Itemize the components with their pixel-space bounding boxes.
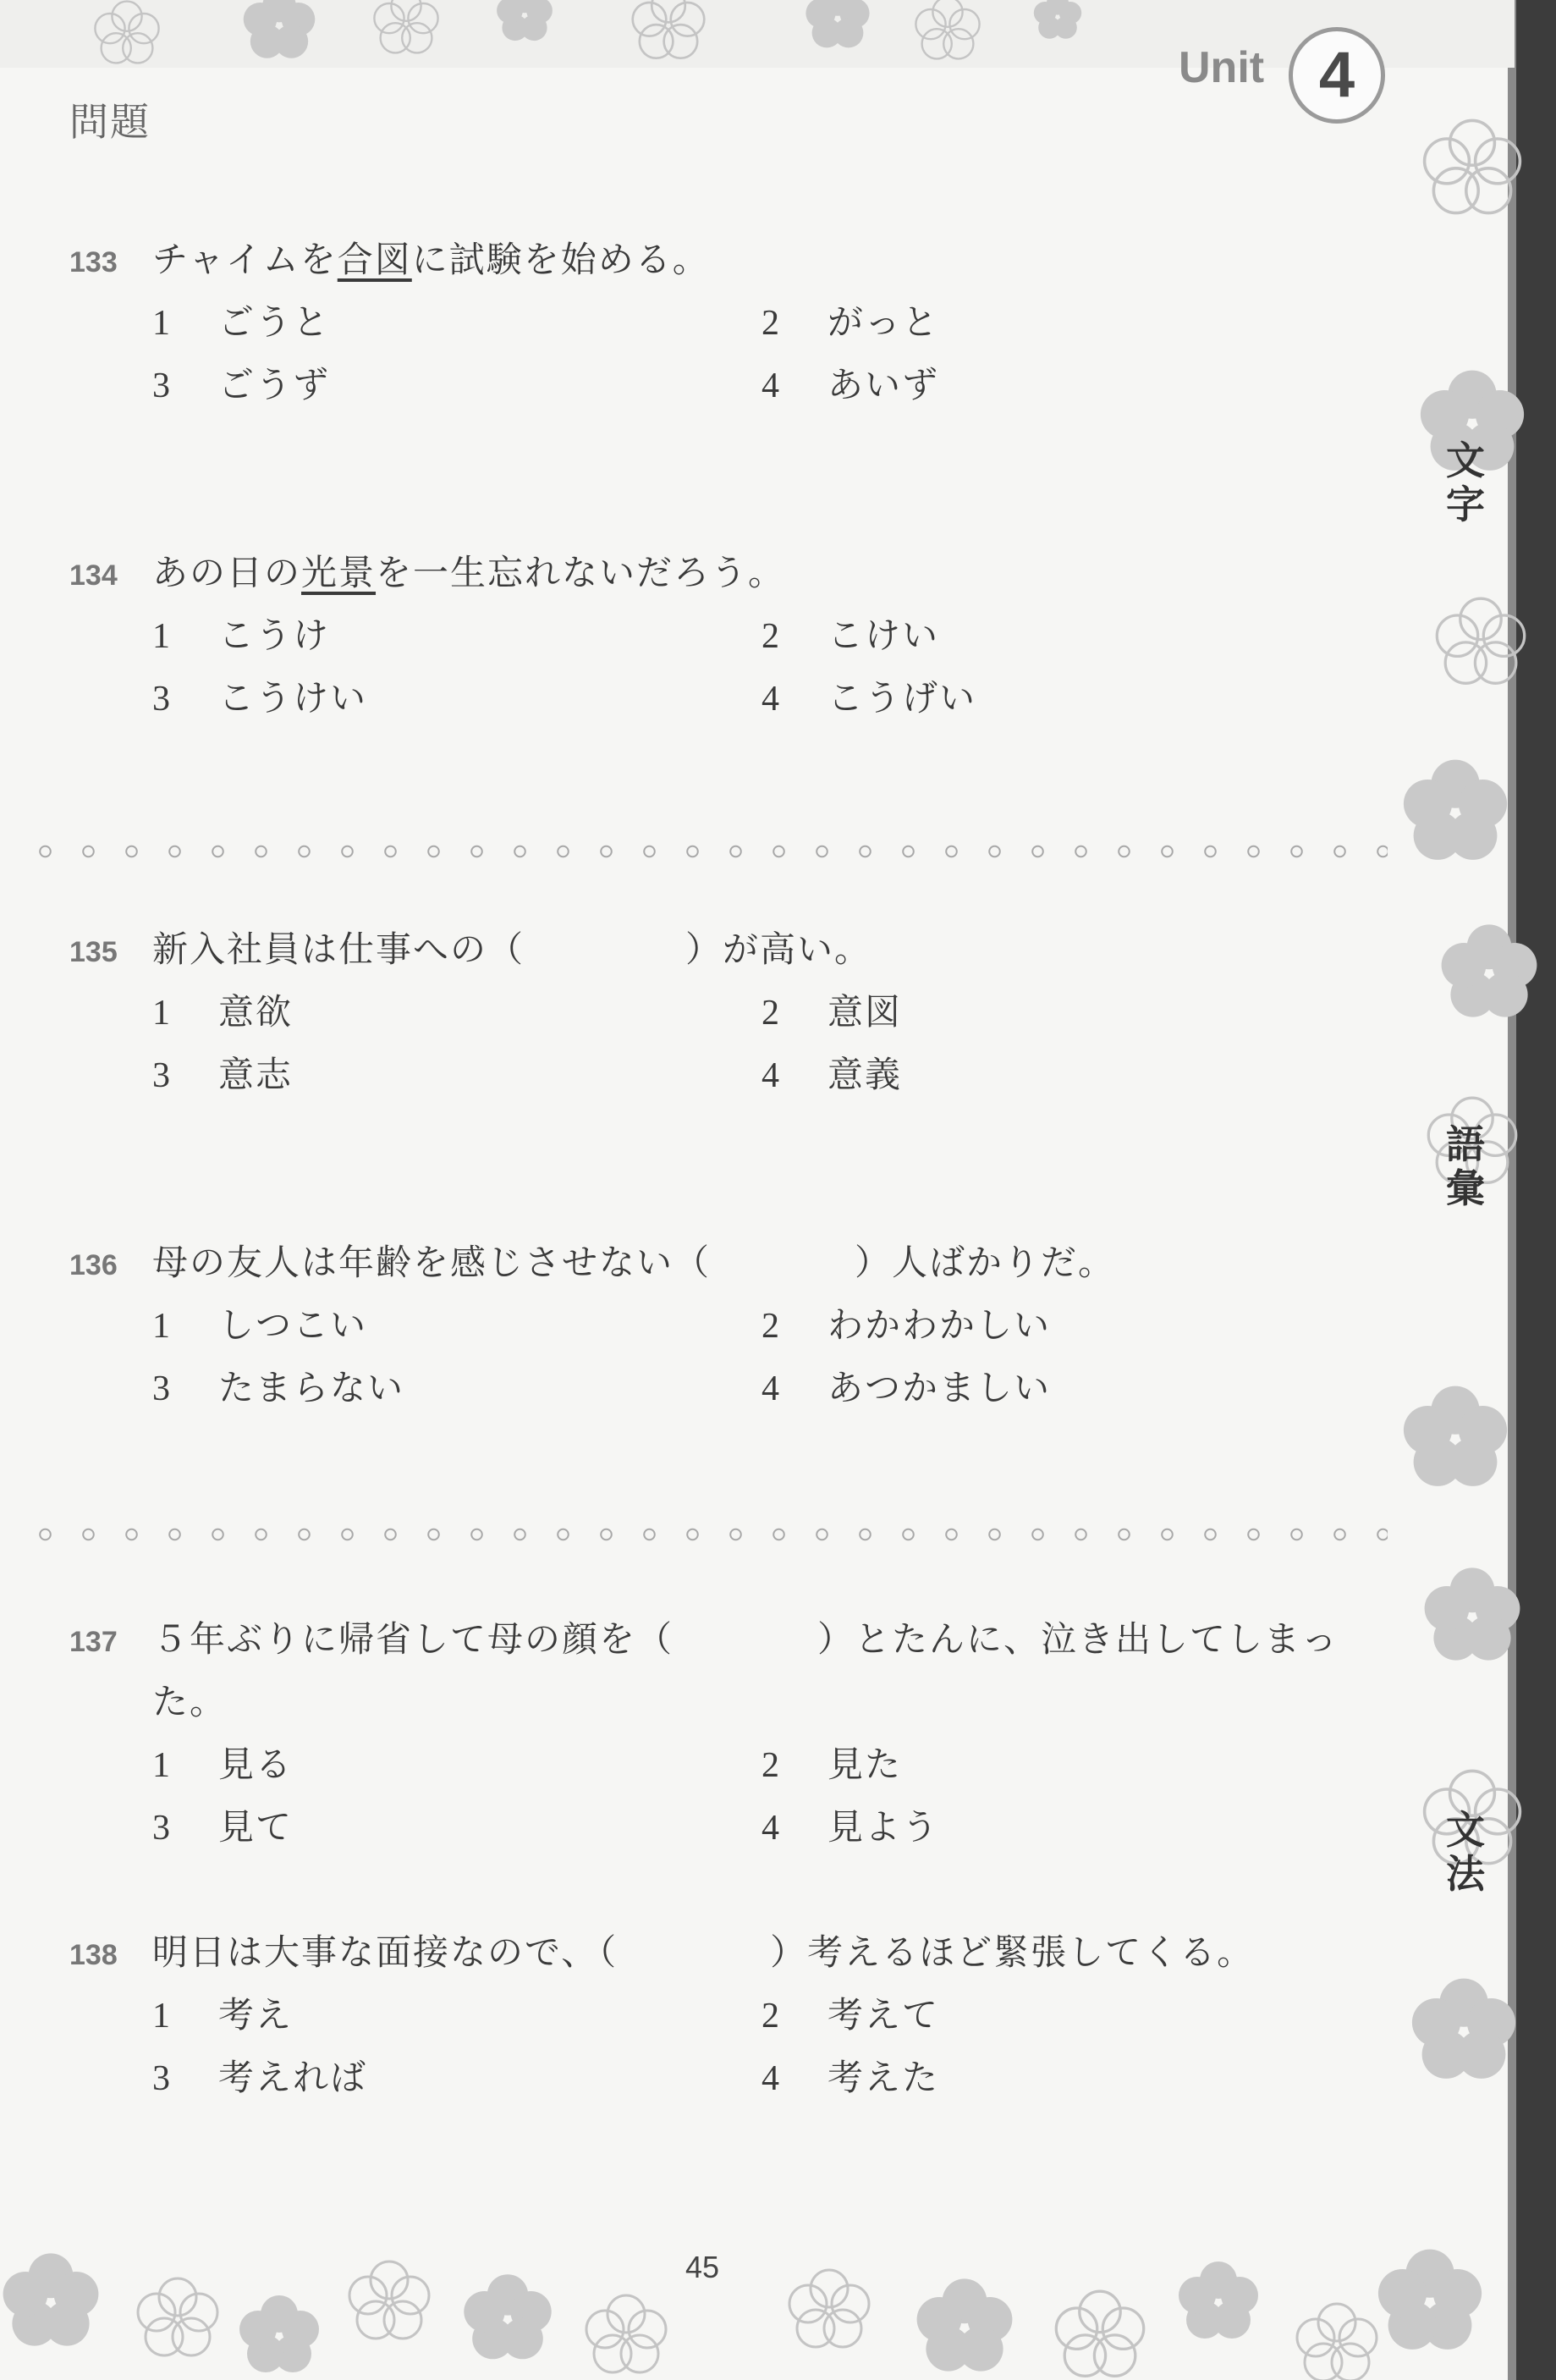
question-text-part: ）とたんに、泣き出してしまっ xyxy=(817,1618,1339,1660)
underlined-target-word: 光景 xyxy=(301,552,377,593)
option-number: 4 xyxy=(762,366,781,405)
option-text: 見て xyxy=(218,1806,294,1848)
option-number: 4 xyxy=(762,680,781,719)
option-text: あつかましい xyxy=(827,1367,1052,1408)
question-text xyxy=(152,928,871,970)
answer-option[interactable] xyxy=(762,1796,939,1859)
unit-label: Unit xyxy=(1179,43,1265,92)
question-text-part: あの日の xyxy=(152,552,302,593)
option-text: 意志 xyxy=(218,1054,294,1095)
question-stem xyxy=(69,229,1355,291)
option-number: 4 xyxy=(762,1369,781,1408)
option-number: 1 xyxy=(152,1746,172,1785)
page-number: 45 xyxy=(685,2250,720,2284)
question-text-part: ）考えるほど緊張してくる。 xyxy=(770,1931,1255,1973)
question-text xyxy=(152,552,785,593)
option-number: 3 xyxy=(152,366,172,405)
option-text: 見る xyxy=(218,1744,294,1785)
option-text: こうげい xyxy=(827,677,977,719)
answer-option[interactable] xyxy=(152,1984,293,2047)
question-number: 135 xyxy=(69,936,118,968)
question-number: 138 xyxy=(69,1939,118,1971)
option-number: 2 xyxy=(762,1746,781,1785)
option-number: 1 xyxy=(152,1997,172,2036)
answer-option[interactable] xyxy=(762,981,902,1044)
answer-option[interactable] xyxy=(762,354,939,417)
option-text: 考え xyxy=(218,1994,294,2036)
question-number: 137 xyxy=(69,1626,118,1658)
option-number: 2 xyxy=(762,1307,781,1346)
answer-option[interactable] xyxy=(152,604,330,668)
answer-option[interactable] xyxy=(762,667,976,730)
option-text: がっと xyxy=(827,301,940,343)
question-text xyxy=(152,1618,1339,1660)
option-text: 意欲 xyxy=(218,991,294,1033)
option-text: しつこい xyxy=(218,1304,368,1346)
answer-option[interactable] xyxy=(762,1984,939,2047)
option-number: 1 xyxy=(152,617,172,656)
question-stem xyxy=(69,1921,1355,1984)
question-134 xyxy=(69,542,1355,730)
question-text xyxy=(152,239,710,280)
option-text: こけい xyxy=(827,614,940,656)
option-number: 4 xyxy=(762,1056,781,1095)
answer-options xyxy=(69,1984,1355,2109)
option-number: 4 xyxy=(762,1809,781,1848)
option-text: ごうず xyxy=(218,364,331,405)
question-stem xyxy=(69,1231,1355,1294)
option-text: 考えた xyxy=(827,2057,940,2098)
question-text-part: ）人ばかりだ。 xyxy=(855,1242,1116,1283)
answer-option[interactable] xyxy=(762,1733,902,1797)
answer-option[interactable] xyxy=(152,354,330,417)
option-text: 意義 xyxy=(827,1054,903,1095)
answer-option[interactable] xyxy=(152,2047,367,2110)
answer-option[interactable] xyxy=(152,291,330,355)
answer-option[interactable] xyxy=(152,981,293,1044)
answer-option[interactable] xyxy=(152,667,367,730)
answer-options xyxy=(69,1733,1355,1859)
side-tab-bunpo: 文法 xyxy=(1446,1807,1485,1897)
option-number: 1 xyxy=(152,304,172,343)
answer-options xyxy=(69,291,1355,416)
question-text-part: 新入社員は仕事への（ xyxy=(152,928,525,970)
answer-option[interactable] xyxy=(762,1357,1051,1420)
answer-option[interactable] xyxy=(762,291,939,355)
option-number: 4 xyxy=(762,2059,781,2098)
underlined-target-word: 合図 xyxy=(337,239,412,280)
option-text: あいず xyxy=(827,364,940,405)
option-text: 見た xyxy=(827,1744,903,1785)
answer-option[interactable] xyxy=(152,1357,404,1420)
question-text-part: チャイムを xyxy=(152,239,338,280)
option-number: 2 xyxy=(762,304,781,343)
question-133 xyxy=(69,229,1355,416)
option-number: 2 xyxy=(762,617,781,656)
question-text-part: を一生忘れないだろう。 xyxy=(376,552,786,593)
answer-option[interactable] xyxy=(152,1044,293,1107)
question-number: 133 xyxy=(69,246,118,278)
answer-option[interactable] xyxy=(152,1733,293,1797)
option-number: 1 xyxy=(152,994,172,1033)
answer-option[interactable] xyxy=(762,1044,902,1107)
question-136 xyxy=(69,1231,1355,1419)
option-number: 1 xyxy=(152,1307,172,1346)
answer-options xyxy=(69,604,1355,730)
question-138 xyxy=(69,1921,1355,2109)
answer-option[interactable] xyxy=(762,604,939,668)
question-text-part: ）が高い。 xyxy=(685,928,872,970)
option-text: わかわかしい xyxy=(827,1304,1052,1346)
option-text: こうけい xyxy=(218,677,368,719)
side-tab-moji: 文字 xyxy=(1446,438,1485,527)
option-text: たまらない xyxy=(218,1367,405,1408)
dotted-divider xyxy=(24,1526,1388,1543)
side-tab-goi: 語彙 xyxy=(1446,1121,1485,1211)
dotted-divider xyxy=(24,843,1388,860)
option-text: 考えれば xyxy=(218,2057,368,2098)
question-137 xyxy=(69,1608,1355,1859)
option-number: 3 xyxy=(152,2059,172,2098)
answer-options xyxy=(69,1294,1355,1419)
option-number: 2 xyxy=(762,994,781,1033)
option-text: 考えて xyxy=(827,1994,940,2036)
option-text: 意図 xyxy=(827,991,903,1033)
answer-option[interactable] xyxy=(152,1294,367,1358)
question-stem xyxy=(69,918,1355,981)
question-text-part: に試験を始める。 xyxy=(411,239,710,280)
option-number: 3 xyxy=(152,1369,172,1408)
option-number: 2 xyxy=(762,1997,781,2036)
question-text-continued: た。 xyxy=(152,1681,228,1722)
page-title: 問題 xyxy=(69,99,151,145)
option-number: 3 xyxy=(152,1056,172,1095)
question-stem xyxy=(69,1608,1355,1671)
answer-option[interactable] xyxy=(762,2047,939,2110)
question-text-part: 母の友人は年齢を感じさせない（ xyxy=(152,1242,712,1283)
answer-option[interactable] xyxy=(762,1294,1051,1358)
question-stem xyxy=(69,542,1355,604)
unit-number-badge: 4 xyxy=(1289,27,1385,124)
option-text: 見よう xyxy=(827,1806,940,1848)
option-number: 3 xyxy=(152,680,172,719)
question-text-part: ５年ぶりに帰省して母の顔を（ xyxy=(152,1618,674,1660)
question-135 xyxy=(69,918,1355,1106)
answer-options xyxy=(69,981,1355,1106)
question-text xyxy=(152,1931,1254,1973)
option-text: こうけ xyxy=(218,614,331,656)
question-number: 136 xyxy=(69,1249,118,1281)
question-text xyxy=(152,1242,1115,1283)
question-text-part: 明日は大事な面接なので、（ xyxy=(152,1931,619,1973)
option-text: ごうと xyxy=(218,301,331,343)
option-number: 3 xyxy=(152,1809,172,1848)
question-number: 134 xyxy=(69,559,118,592)
answer-option[interactable] xyxy=(152,1796,293,1859)
